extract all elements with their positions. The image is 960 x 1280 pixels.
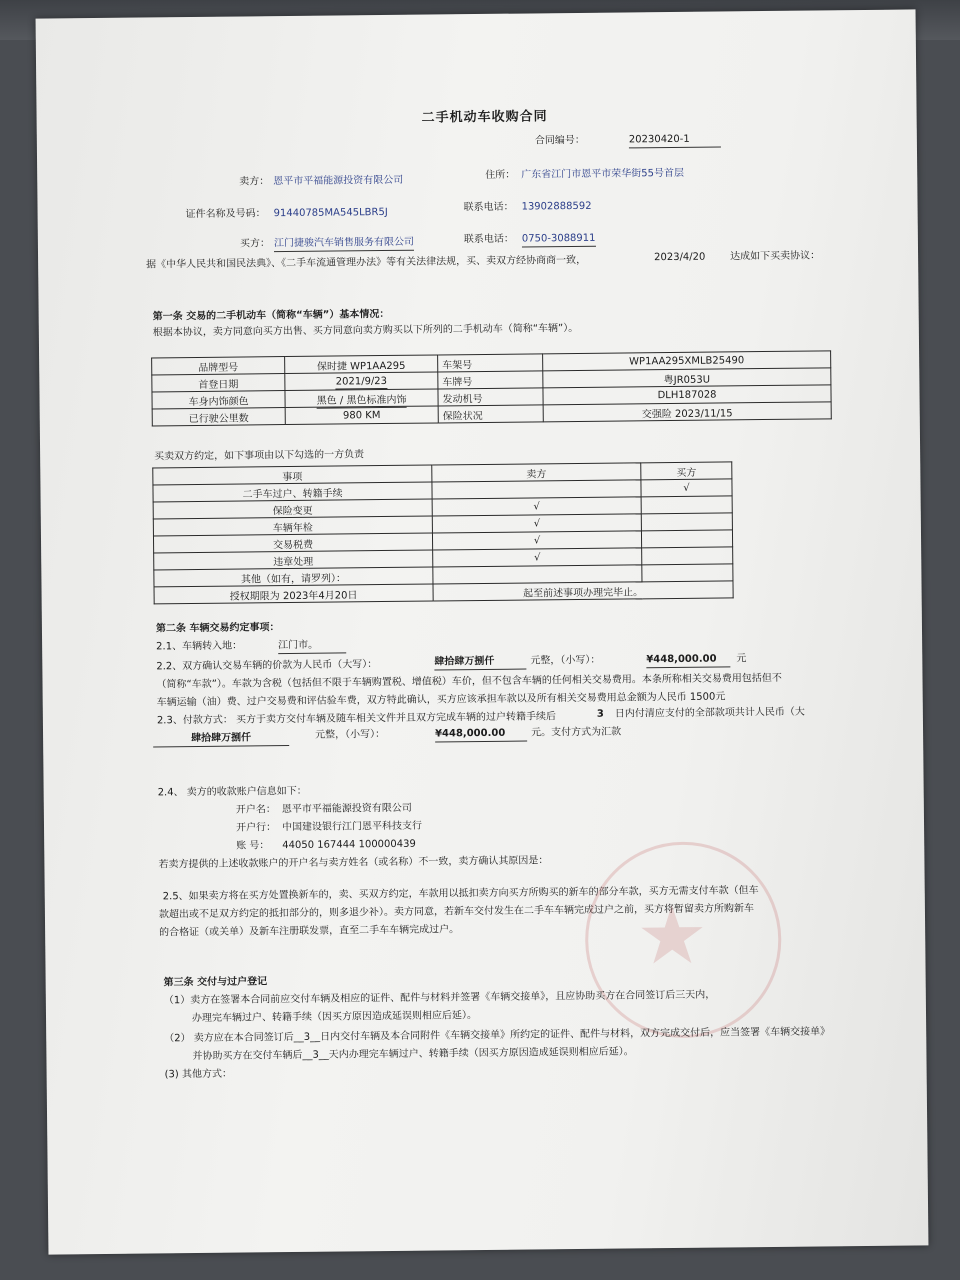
contract-no-label: 合同编号： xyxy=(534,134,585,147)
account-name-label: 开户名： xyxy=(235,804,276,816)
account-no-label: 账 号： xyxy=(236,840,270,852)
account-number: 44050 167444 100000439 xyxy=(282,838,416,852)
transfer-city: 江门市。 xyxy=(278,639,346,654)
art3-p2-line2: 并协助买方在交付车辆后__3__天内办理完车辆过户、转籍手续（因买方原因造成延误则相应后延）。 xyxy=(192,1046,634,1063)
s22-line3: 车辆运输（油）费、过户交易费和评估验车费，双方特此确认，买方应该承担车款以及所有相关交易费用总金额为人民币 1500元 xyxy=(156,691,726,709)
payment-method: 元。支付方式为汇款 xyxy=(531,726,622,739)
bank-label: 开户行： xyxy=(235,822,277,834)
account-name: 恩平市平福能源投资有限公司 xyxy=(281,802,412,816)
duty-buyer-check xyxy=(641,530,732,548)
seal-star-icon: ★ xyxy=(635,888,709,983)
buyer-name: 江门捷骏汽车销售服务有限公司 xyxy=(274,237,414,252)
vehicle-value: WP1AA295XMLB25490 xyxy=(543,351,831,371)
vehicle-value: 交强险 2023/11/15 xyxy=(543,402,831,422)
duty-seller-check xyxy=(433,565,642,584)
price-lowercase: ¥448,000.00 xyxy=(646,653,730,668)
duty-item: 保险变更 xyxy=(153,499,432,519)
address-label: 住所： xyxy=(485,169,516,181)
duty-intro: 买卖双方约定，如下事项由以下勾选的一方负责 xyxy=(154,449,365,463)
s25-line1: 2.5、如果卖方将在买方处置换新车的，卖、买双方约定，车款用以抵扣卖方向买方所购买的新车的部分车款，买方无需支付车款（但车 xyxy=(162,885,759,903)
body-color: 黑色 / 黑色标准内饰 xyxy=(316,394,407,407)
vehicle-value: 保时捷 WP1AA295 xyxy=(285,355,438,374)
seller-address: 广东省江门市恩平市荣华街55号首层 xyxy=(521,167,685,181)
duty-buyer-check xyxy=(641,513,732,531)
payment-lowercase: ¥448,000.00 xyxy=(435,728,527,743)
article3-heading: 第三条 交付与过户登记 xyxy=(163,976,268,989)
duty-buyer-check xyxy=(641,496,732,514)
seller-phone: 13902888592 xyxy=(521,200,592,213)
s23-text-b: 日内付清应支付的全部款项共计人民币（大 xyxy=(614,706,805,720)
seller-label: 卖方： xyxy=(239,176,270,188)
authorization-period: 授权期限为 2023年4月20日 xyxy=(154,584,433,604)
duty-buyer-check: √ xyxy=(641,479,732,497)
article1-intro: 根据本协议，卖方同意向买方出售、买方同意向卖方购买以下所列的二手机动车（简称“车辆”）。 xyxy=(152,322,579,339)
first-reg-date: 2021/9/23 xyxy=(335,375,388,388)
bank-name: 中国建设银行江门恩平科技支行 xyxy=(281,820,423,834)
vehicle-key: 已行驶公里数 xyxy=(152,408,285,426)
company-seal xyxy=(584,841,782,1039)
s22-yuan: 元 xyxy=(736,653,747,665)
vehicle-info-table xyxy=(151,350,832,426)
s22-text-b: 元整，（小写）： xyxy=(530,654,601,667)
vehicle-value xyxy=(285,389,438,408)
article1-heading: 第一条 交易的二手机动车（简称“车辆”）基本情况： xyxy=(152,308,390,323)
art3-p3: (3) 其他方式： xyxy=(164,1068,233,1081)
duty-item: 车辆年检 xyxy=(153,516,432,536)
art3-p2-line1: （2） 卖方应在本合同签订后__3__日内交付车辆及本合同附件《车辆交接单》所约定的证件、配件与材料，双方完成交付后，应当签署《车辆交接单》 xyxy=(164,1026,831,1045)
payment-uppercase: 肆拾肆万捌仟 xyxy=(153,732,289,747)
vehicle-key: 车架号 xyxy=(438,354,543,372)
buyer-phone-label: 联系电话： xyxy=(463,233,514,246)
vehicle-key: 车身内饰颜色 xyxy=(152,391,285,409)
s21-label: 2.1、车辆转入地： xyxy=(156,640,243,653)
s22-line2: （简称“车款”）。车款为含税（包括但不限于车辆购置税、增值税）车价，但不包含车辆的任何相关交易费用。本条所称相关交易费用包括但不 xyxy=(156,672,782,691)
duty-header: 买方 xyxy=(641,462,732,480)
preamble-tail: 达成如下买卖协议： xyxy=(730,250,821,263)
vehicle-key: 发动机号 xyxy=(438,388,543,406)
vehicle-key: 品牌型号 xyxy=(152,357,285,375)
vehicle-value: 980 KM xyxy=(285,406,438,425)
duty-seller-check: √ xyxy=(432,514,641,533)
s24-text: 2.4、 卖方的收款账户信息如下： xyxy=(157,785,307,799)
seller-name: 恩平市平福能源投资有限公司 xyxy=(273,174,404,188)
duty-buyer-check xyxy=(642,564,733,582)
preamble-date: 2023/4/20 xyxy=(654,251,706,264)
s25-line3: 的合格证（或关单）及新车注册联发票，直至二手车车辆完成过户。 xyxy=(159,924,460,939)
art3-p1-line1: （1）卖方在签署本合同前应交付车辆及相应的证件、配件与材料并签署《车辆交接单》，且应协助买方在合同签订后三天内， xyxy=(163,989,716,1007)
duty-seller-check: √ xyxy=(432,531,641,550)
buyer-phone: 0750-3088911 xyxy=(522,233,596,248)
vehicle-key: 车牌号 xyxy=(438,371,543,389)
duty-item: 其他（如有，请罗列）： xyxy=(154,567,433,587)
contract-no-value: 20230420-1 xyxy=(629,133,721,148)
article2-heading: 第二条 车辆交易约定事项： xyxy=(155,622,280,635)
account-mismatch-note: 若卖方提供的上述收款账户的开户名与卖方姓名（或名称）不一致，卖方确认其原因是： xyxy=(158,855,549,871)
preamble-text: 据《中华人民共和国民法典》、《二手车流通管理办法》等有关法律法规，买、卖双方经协商商一致， xyxy=(146,254,587,271)
buyer-label: 买方： xyxy=(239,238,270,250)
vehicle-value: DLH187028 xyxy=(543,385,831,405)
duty-header: 卖方 xyxy=(432,463,641,482)
duty-table xyxy=(152,461,733,604)
id-number: 91440785MA545LBR5J xyxy=(273,206,388,220)
vehicle-key: 保险状况 xyxy=(438,405,543,423)
s23-text-c: 元整，（小写）： xyxy=(315,729,386,741)
duty-seller-check: √ xyxy=(433,548,642,567)
id-label: 证件名称及号码： xyxy=(185,208,266,221)
vehicle-key: 首登日期 xyxy=(152,374,285,392)
page-title: 二手机动车收购合同 xyxy=(421,109,548,126)
duty-header: 事项 xyxy=(153,465,432,485)
duty-seller-check xyxy=(432,480,641,499)
s25-line2: 款超出或不足双方约定的抵扣部分的，则多退少补）。卖方同意，若新车交付发生在二手车车辆完成过户之前，买方将暂留卖方所购新车 xyxy=(158,903,754,921)
duty-seller-check: √ xyxy=(432,497,641,516)
vehicle-value: 粤JR053U xyxy=(543,368,831,388)
price-uppercase: 肆拾肆万捌仟 xyxy=(434,656,526,671)
authorization-end: 起至前述事项办理完毕止。 xyxy=(433,581,733,601)
vehicle-value xyxy=(285,372,438,391)
seller-phone-label: 联系电话： xyxy=(463,201,514,214)
duty-buyer-check xyxy=(642,547,733,565)
payment-days: 3 xyxy=(596,708,604,720)
s22-text: 2.2、双方确认交易车辆的价款为人民币（大写）： xyxy=(156,659,378,673)
art3-p1-line2: 办理完车辆过户、转籍手续（因买方原因造成延误则相应后延）。 xyxy=(191,1010,478,1025)
duty-item: 二手车过户、转籍手续 xyxy=(153,482,432,502)
s23-text: 2.3、付款方式： 买方于卖方交付车辆及随车相关文件并且双方完成车辆的过户转籍手续后 xyxy=(156,711,557,727)
contract-page xyxy=(36,9,929,1254)
duty-item: 交易税费 xyxy=(153,533,432,553)
duty-item: 违章处理 xyxy=(154,550,433,570)
